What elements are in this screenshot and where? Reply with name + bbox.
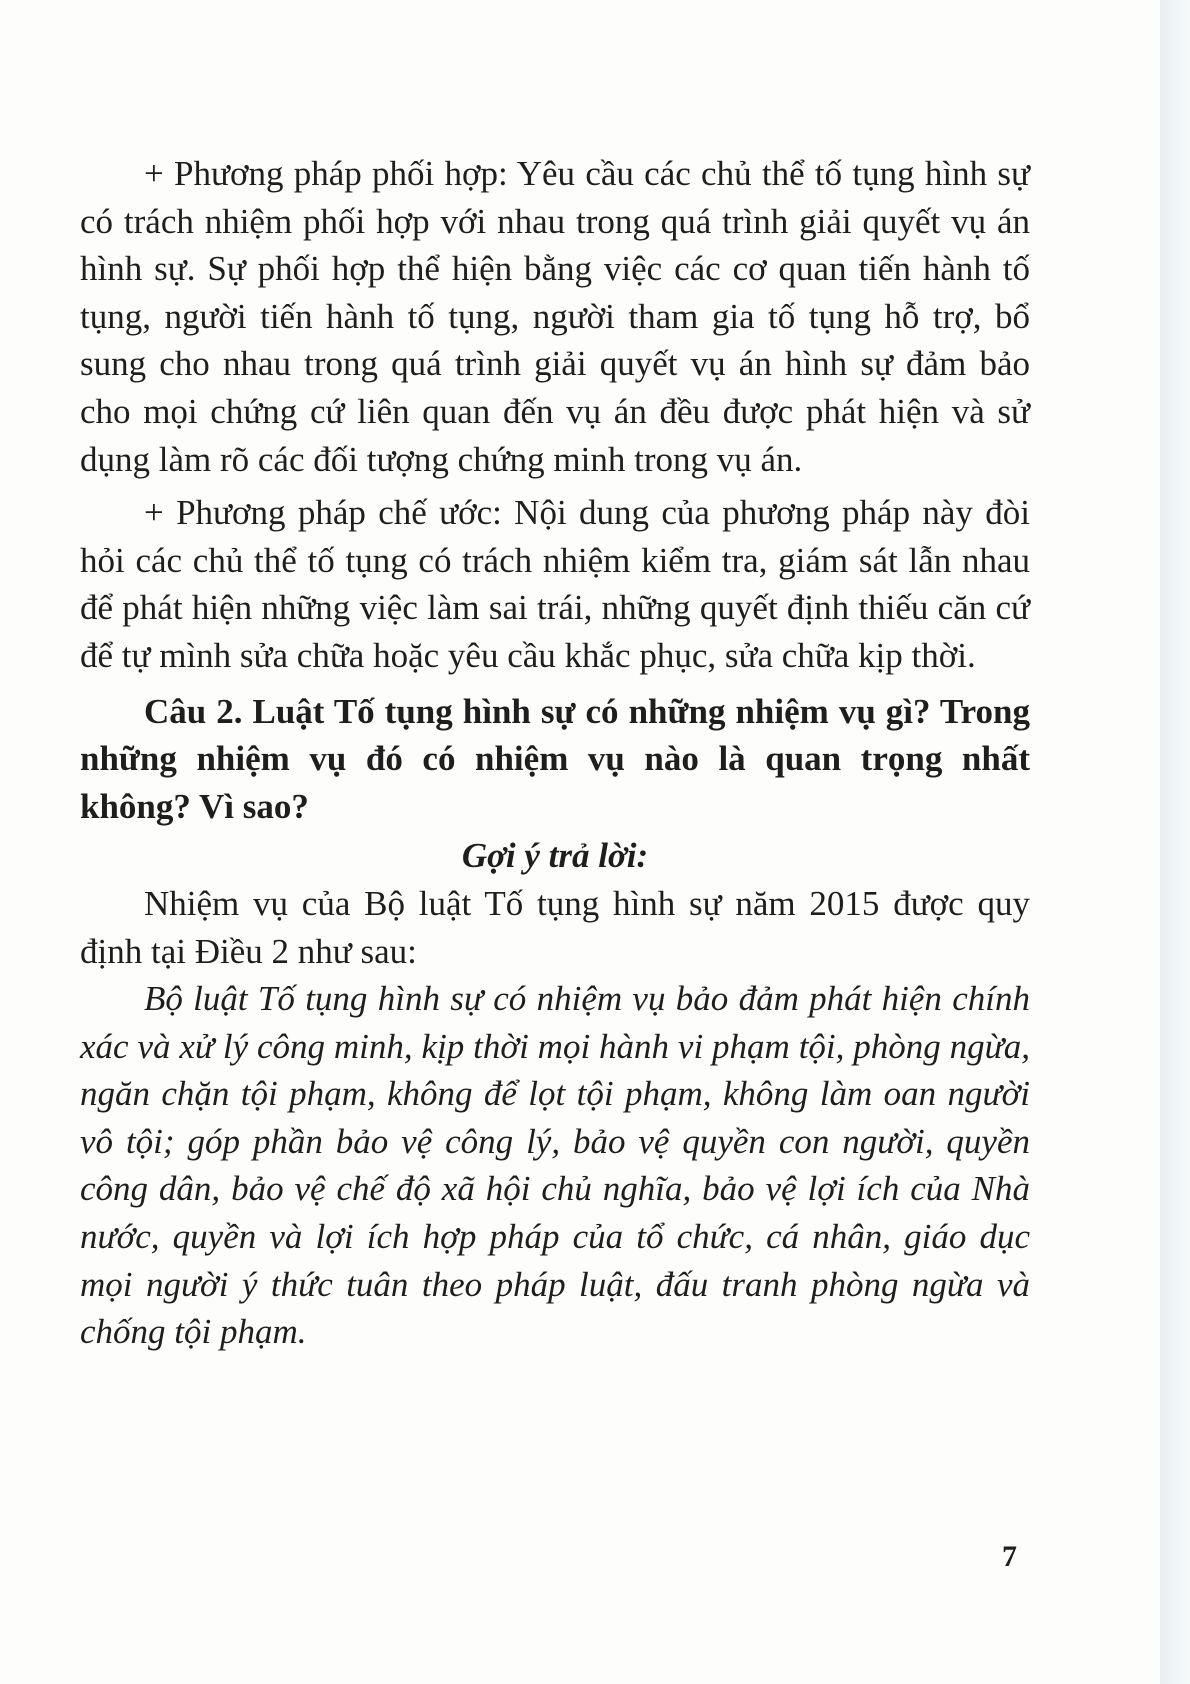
paragraph-coordination-method: + Phương pháp phối hợp: Yêu cầu các chủ thể tố tụng hình sự có trách nhiệm phối hợp với nhau trong quá trình giải quyết vụ án hình sự. Sự phối hợp thể hiện bằng việc các cơ quan tiến hành tố tụng, người tiến hành tố tụng, người tham gia tố tụng hỗ trợ, bổ sung cho nhau trong quá trình giải quyết vụ án hình sự đảm bảo cho mọi chứng cứ liên quan đến vụ án đều được phát hiện và sử dụng làm rõ các đối tượng chứng minh trong vụ án.	[80, 154, 1030, 479]
question-heading: Câu 2. Luật Tố tụng hình sự có những nhiệm vụ gì? Trong những nhiệm vụ đó có nhiệm vụ nào là quan trọng nhất không? Vì sao?	[80, 691, 1030, 826]
paragraph-duty-intro: Nhiệm vụ của Bộ luật Tố tụng hình sự năm 2015 được quy định tại Điều 2 như sau:	[80, 883, 1030, 971]
page-body	[80, 150, 1030, 1356]
page-number: 7	[1002, 1540, 1017, 1573]
quoted-article-2: Bộ luật Tố tụng hình sự có nhiệm vụ bảo đảm phát hiện chính xác và xử lý công minh, kịp thời mọi hành vi phạm tội, phòng ngừa, ngăn chặn tội phạm, không để lọt tội phạm, không làm oan người vô tội; góp phần bảo vệ công lý, bảo vệ quyền con người, quyền công dân, bảo vệ chế độ xã hội chủ nghĩa, bảo vệ lợi ích của Nhà nước, quyền và lợi ích hợp pháp của tổ chức, cá nhân, giáo dục mọi người ý thức tuân theo pháp luật, đấu tranh phòng ngừa và chống tội phạm.	[80, 979, 1030, 1352]
answer-heading: Gợi ý trả lời:	[461, 836, 649, 876]
paragraph-restraint-method: + Phương pháp chế ước: Nội dung của phương pháp này đòi hỏi các chủ thể tố tụng có trách nhiệm kiểm tra, giám sát lẫn nhau để phát hiện những việc làm sai trái, những quyết định thiếu căn cứ để tự mình sửa chữa hoặc yêu cầu khắc phục, sửa chữa kịp thời.	[80, 493, 1030, 675]
scan-edge	[1160, 0, 1190, 1684]
